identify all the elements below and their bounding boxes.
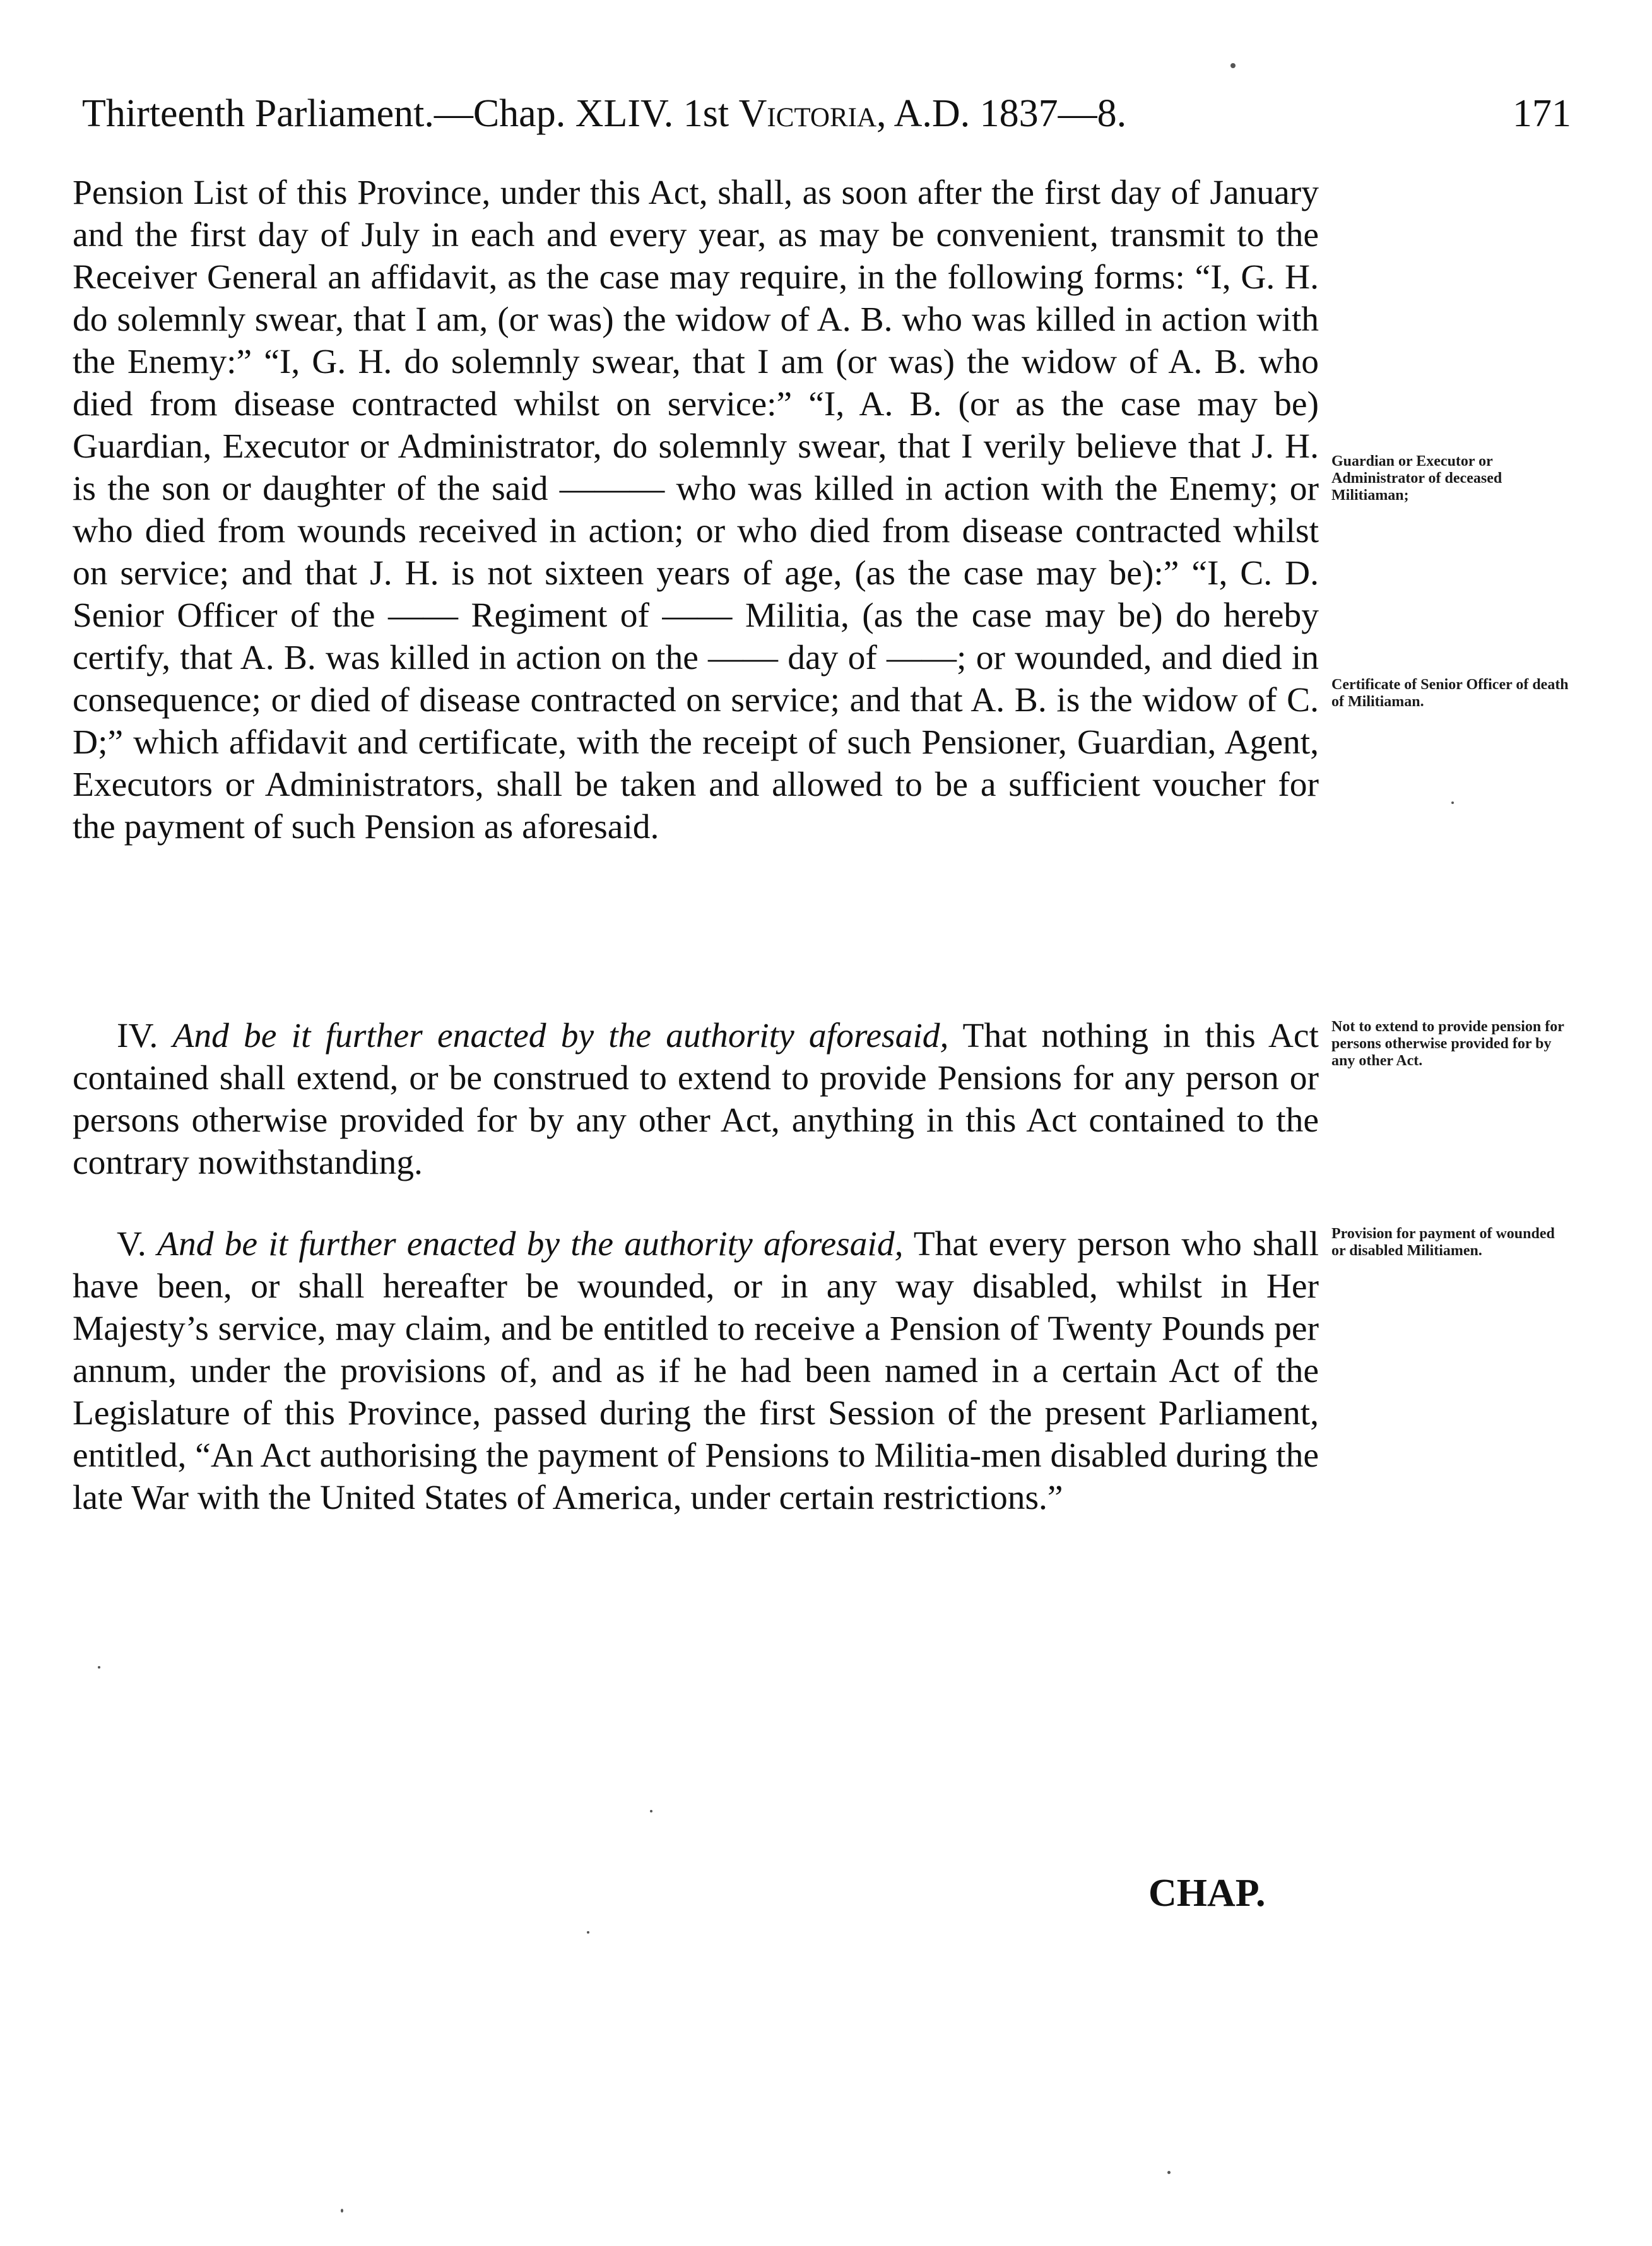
running-head <box>82 88 1571 139</box>
scan-speck <box>98 1666 100 1669</box>
section-v-body: That every person who shall have been, or shall hereafter be wounded, or in any way disabled, whilst in Her Majesty’s service, may claim, and be entitled to receive a Pension of Twenty Pounds per annum, under the provisions of, and as if he had been named in a certain Act of the Legislature of this Province, passed during the first Session of the present Parliament, entitled, “An Act authorising the payment of Pensions to Militia-men disabled during the late War with the United States of America, under certain restrictions.” <box>73 1225 1319 1517</box>
section-v-number: V. <box>117 1225 158 1263</box>
paragraph-forms-text: Pension List of this Province, under this Act, shall, as soon after the first day of January and the first day of July in each and every year, as may be convenient, transmit to the Receiver General an affidavit, as the case may require, in the following forms: “I, G. H. do solemnly swear, that I am, (or was) the widow of A. B. who was killed in action with the Enemy:” “I, G. H. do solemnly swear, that I am (or was) the widow of A. B. who died from disease contracted whilst on service:” “I, A. B. (or as the case may be) Guardian, Executor or Administrator, do solemnly swear, that I verily believe that J. H. is the son or daughter of the said ——— who was killed in action with the Enemy; or who died from wounds received in action; or who died from disease contracted whilst on service; and that J. H. is not sixteen years of age, (as the case may be):” “I, C. D. Senior Officer of the —— Regiment of —— Militia, (as the case may be) do hereby certify, that A. B. was killed in action on the —— day of ——; or wounded, and died in consequence; or died of disease contracted on service; and that A. B. is the widow of C. D;” which affidavit and certificate, with the receipt of such Pensioner, Guardian, Agent, Executors or Administrators, shall be taken and allowed to be a sufficient voucher for the payment of such Pension as aforesaid. <box>73 174 1319 846</box>
running-title-post: , A.D. 1837—8. <box>876 92 1127 135</box>
section-iv-enacting-clause: And be it further enacted by the authority aforesaid, <box>172 1017 949 1055</box>
margin-note-not-to-extend: Not to extend to provide pension for persons otherwise provided for by any other Act. <box>1331 1019 1564 1069</box>
scan-speck <box>587 1931 589 1934</box>
paragraph-forms <box>73 172 1319 848</box>
section-iv-text <box>73 1015 1319 1184</box>
catchword: CHAP. <box>1148 1872 1266 1915</box>
running-title-reign: Victoria <box>738 92 876 135</box>
margin-note-guardian: Guardian or Executor or Administrator of deceased Militiaman; <box>1331 453 1502 504</box>
scan-speck <box>650 1810 652 1812</box>
scan-speck <box>1167 2171 1171 2174</box>
running-title <box>82 88 1126 139</box>
scan-speck <box>341 2209 343 2213</box>
running-title-pre: Thirteenth Parliament.—Chap. XLIV. 1st <box>82 92 739 135</box>
margin-note-provision: Provision for payment of wounded or disabled Militiamen. <box>1331 1226 1555 1259</box>
section-v <box>73 1223 1319 1519</box>
page-number: 171 <box>1513 92 1571 135</box>
margin-note-certificate: Certificate of Senior Officer of death of Militiaman. <box>1331 677 1569 710</box>
scan-speck <box>1230 63 1236 68</box>
section-v-text <box>73 1223 1319 1519</box>
section-iv <box>73 1015 1319 1184</box>
section-iv-number: IV. <box>117 1017 173 1055</box>
scan-speck <box>1451 801 1454 804</box>
section-iv-body: That nothing in this Act contained shall extend, or be construed to extend to provide Pensions for any person or persons otherwise provided for by any other Act, anything in this Act contained to the contrary nowithstanding. <box>73 1017 1319 1182</box>
section-v-enacting-clause: And be it further enacted by the authority aforesaid, <box>157 1225 904 1263</box>
